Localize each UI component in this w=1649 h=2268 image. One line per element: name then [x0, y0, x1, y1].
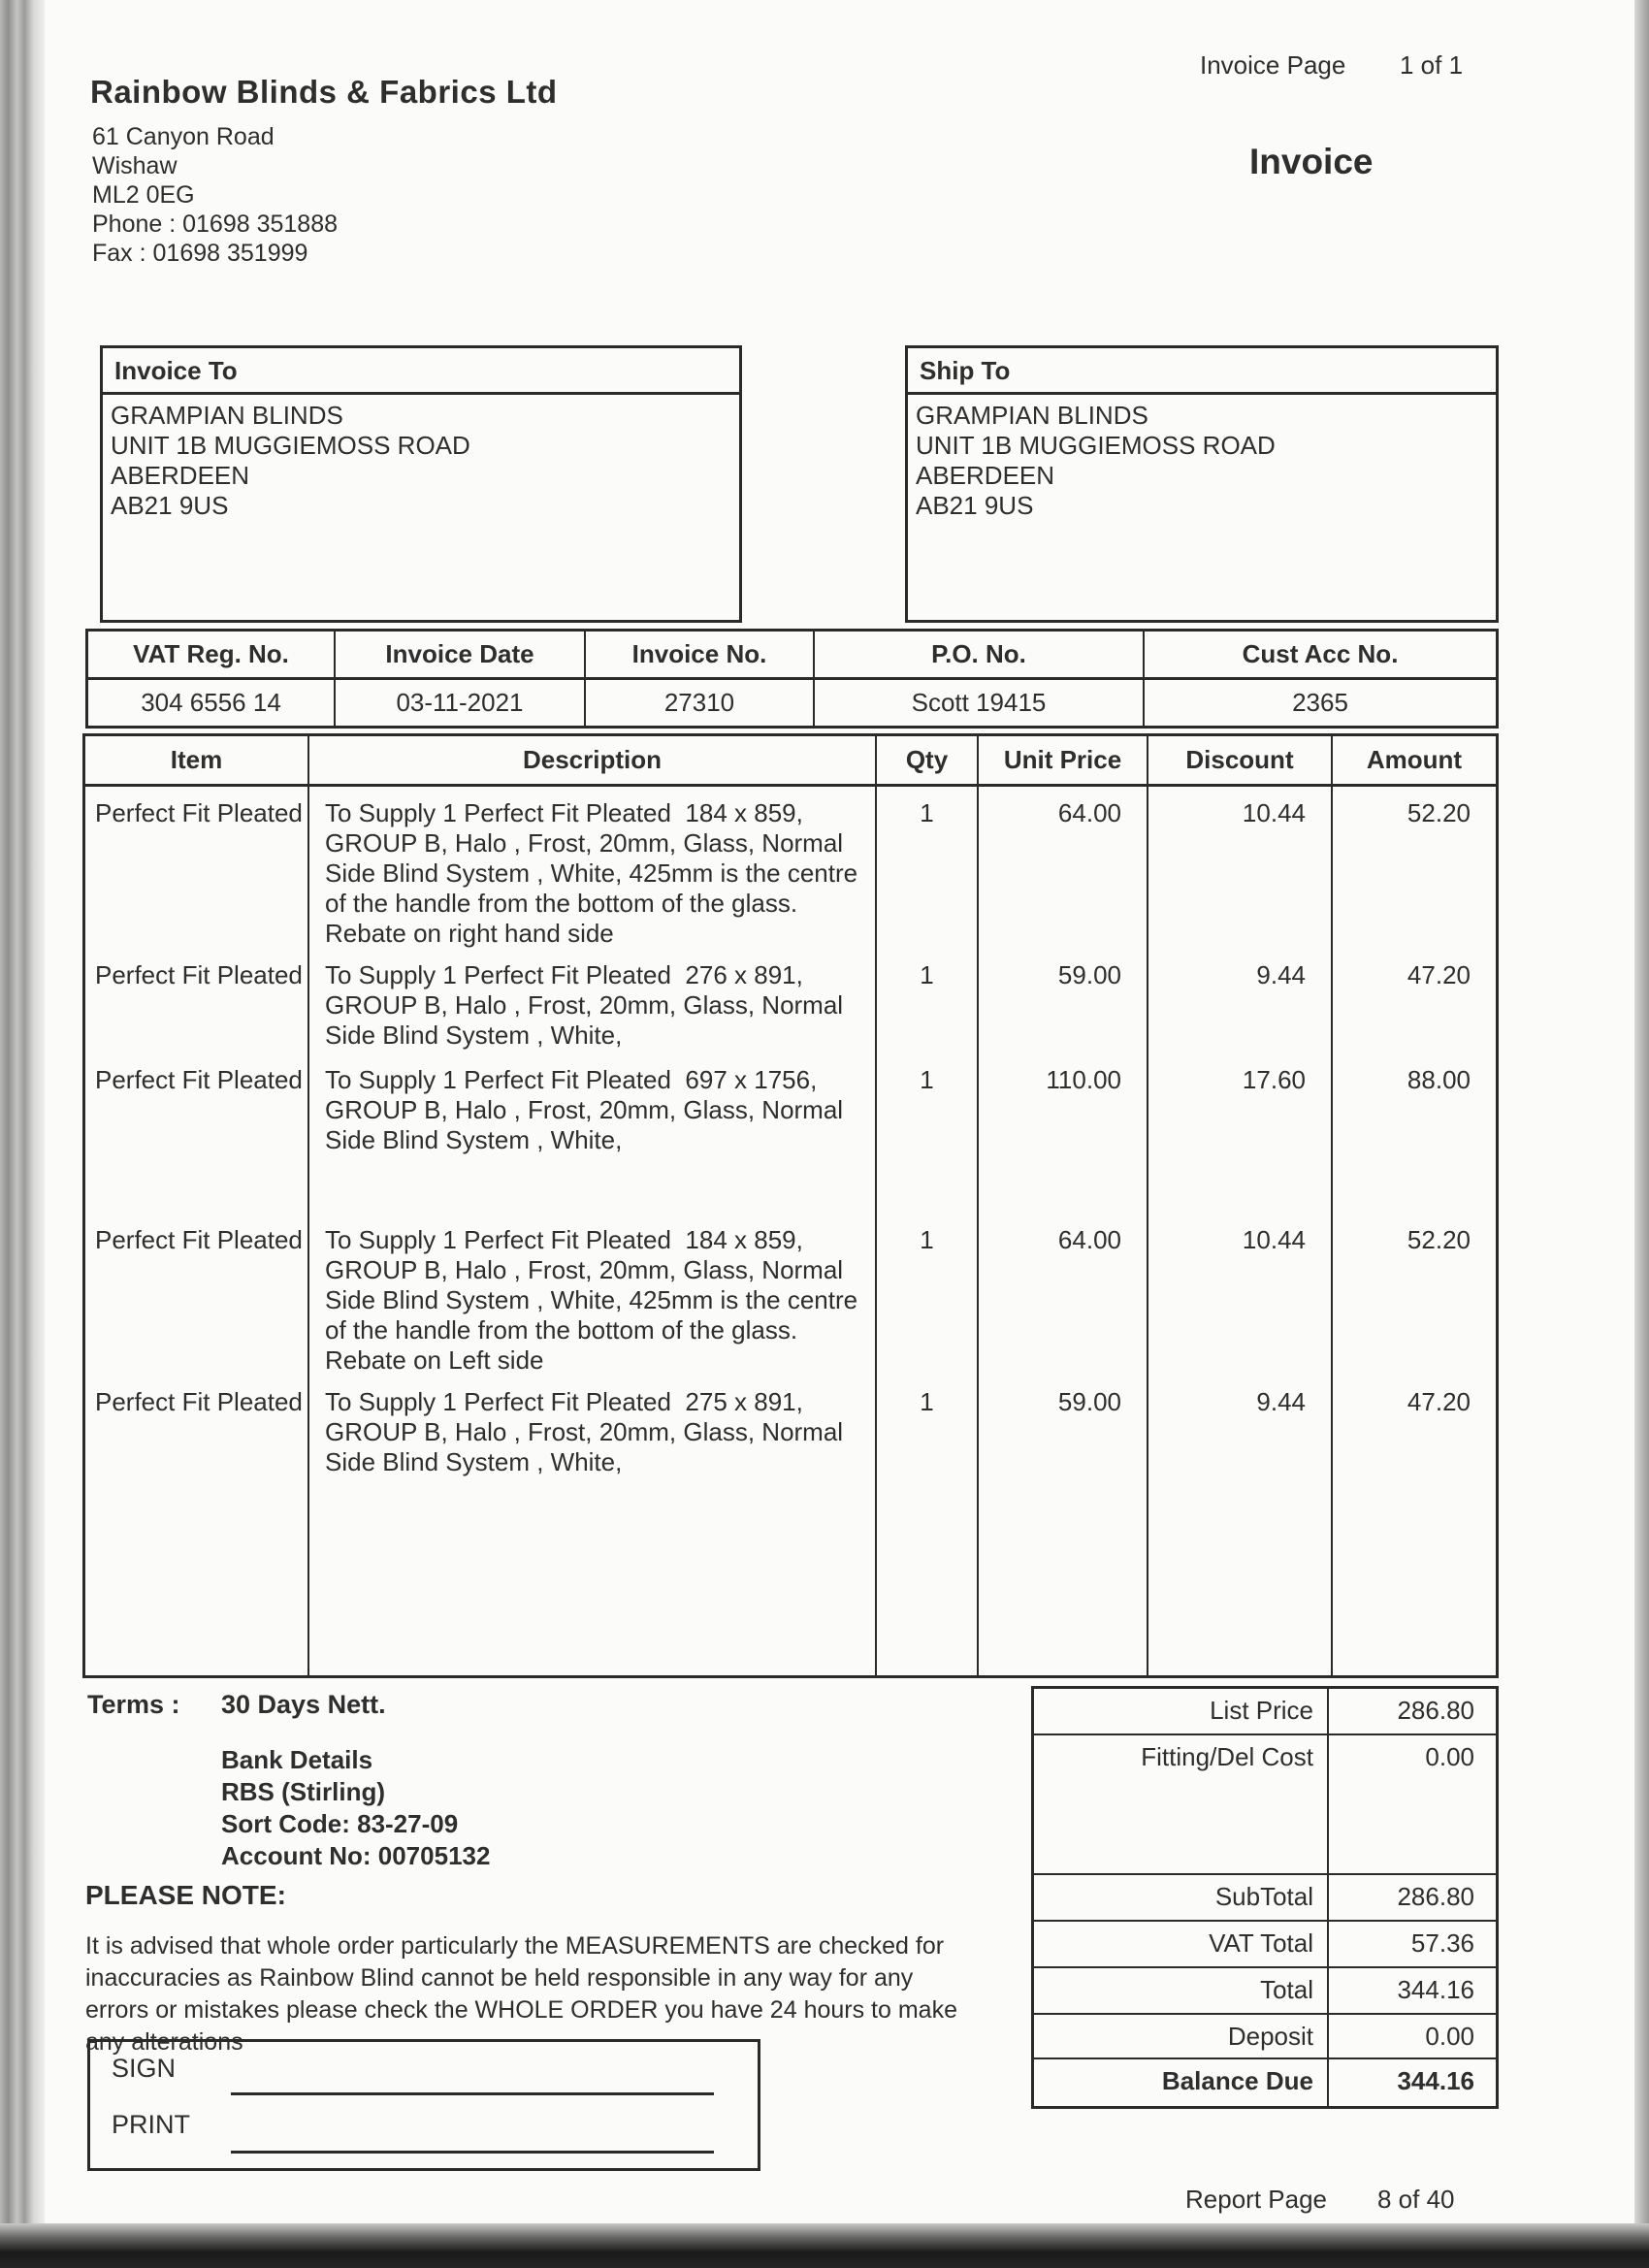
totals-value: 344.16: [1397, 1975, 1474, 2004]
invoice-page-label: Invoice Page: [1200, 50, 1346, 80]
print-label: PRINT: [112, 2110, 190, 2139]
info-value-vat-reg: 304 6556 14: [88, 680, 336, 726]
info-value-cust-acc: 2365: [1292, 688, 1348, 717]
totals-row-vat-total: [1034, 1922, 1496, 1968]
item-discount: 17.60: [1148, 1053, 1333, 1214]
invoice-page-value: 1 of 1: [1400, 50, 1464, 80]
invoice-to-line: AB21 9US: [111, 491, 229, 520]
col-header-discount: Discount: [1148, 736, 1333, 787]
table-row: [85, 949, 1496, 1053]
address-line: Phone : 01698 351888: [92, 211, 339, 238]
signature-box: [87, 2039, 760, 2171]
address-line: ML2 0EG: [92, 181, 195, 209]
document-title: Invoice: [1249, 142, 1374, 181]
item-name: Perfect Fit Pleated: [85, 787, 309, 949]
company-address: [92, 122, 338, 268]
invoice-to-box: [100, 345, 742, 623]
invoice-to-title: Invoice To: [103, 348, 739, 395]
terms-label: Terms :: [87, 1690, 180, 1719]
bank-details: [221, 1744, 490, 1872]
ship-to-box: [905, 345, 1499, 623]
totals-value: 57.36: [1410, 1928, 1474, 1958]
col-header-unit-price: Unit Price: [979, 736, 1148, 787]
bank-details-line: RBS (Stirling): [221, 1777, 385, 1806]
col-header-description: Description: [309, 736, 877, 787]
item-unit-price: 59.00: [979, 1376, 1148, 1477]
ship-to-line: UNIT 1B MUGGIEMOSS ROAD: [916, 431, 1276, 460]
print-line: [231, 2151, 714, 2154]
col-header-amount: Amount: [1333, 736, 1496, 787]
info-header-po-no: P.O. No.: [815, 632, 1145, 680]
totals-box: [1031, 1686, 1499, 2109]
address-line: Fax : 01698 351999: [92, 240, 308, 267]
report-page-label: Report Page: [1185, 2185, 1327, 2214]
item-description: To Supply 1 Perfect Fit Pleated 184 x 859, GROUP B, Halo , Frost, 20mm, Glass, Normal Side Blind System , White, 425mm is the centre of the handle from the bottom of the glass. Rebate on right hand side: [309, 787, 877, 949]
item-amount: 52.20: [1406, 798, 1471, 827]
totals-row-subtotal: [1034, 1875, 1496, 1922]
ship-to-line: GRAMPIAN BLINDS: [916, 401, 1148, 430]
bank-details-line: Bank Details: [221, 1745, 373, 1774]
totals-label: Total: [1034, 1968, 1329, 2013]
item-amount: 47.20: [1406, 1387, 1471, 1416]
table-row: [85, 1053, 1496, 1214]
totals-label: Deposit: [1034, 2015, 1329, 2057]
sign-line: [231, 2092, 714, 2095]
ship-to-line: AB21 9US: [916, 491, 1034, 520]
item-amount: 88.00: [1406, 1065, 1471, 1094]
item-unit-price: 64.00: [979, 787, 1148, 949]
ship-to-title: Ship To: [908, 348, 1496, 395]
totals-value: 0.00: [1425, 2022, 1474, 2051]
totals-value: 286.80: [1397, 1696, 1474, 1725]
item-qty: 1: [877, 949, 979, 1053]
item-unit-price: 59.00: [979, 949, 1148, 1053]
item-discount: 10.44: [1148, 787, 1333, 949]
line-items-table: [82, 733, 1499, 1678]
invoice-to-line: ABERDEEN: [111, 461, 250, 490]
company-name: Rainbow Blinds & Fabrics Ltd: [90, 74, 558, 110]
items-header-row: [85, 736, 1496, 787]
item-discount: 9.44: [1148, 1376, 1333, 1477]
totals-row-fitting-del-cost: [1034, 1735, 1496, 1875]
item-qty: 1: [877, 1376, 979, 1477]
totals-label: Balance Due: [1034, 2059, 1329, 2106]
item-amount: 52.20: [1406, 1225, 1471, 1254]
totals-value: 0.00: [1425, 1742, 1474, 1771]
bank-details-line: Sort Code: 83-27-09: [221, 1809, 459, 1838]
item-unit-price: 110.00: [979, 1053, 1148, 1214]
item-discount: 9.44: [1148, 949, 1333, 1053]
sign-label: SIGN: [112, 2054, 177, 2083]
item-name: Perfect Fit Pleated: [85, 1376, 309, 1477]
info-header-vat-reg: VAT Reg. No.: [88, 632, 336, 680]
address-line: 61 Canyon Road: [92, 123, 275, 150]
scan-edge-left: [0, 0, 45, 2268]
item-qty: 1: [877, 1214, 979, 1376]
totals-label: Fitting/Del Cost: [1034, 1735, 1329, 1873]
totals-row-balance-due: [1034, 2059, 1496, 2106]
item-unit-price: 64.00: [979, 1214, 1148, 1376]
invoice-to-line: UNIT 1B MUGGIEMOSS ROAD: [111, 431, 470, 460]
item-qty: 1: [877, 787, 979, 949]
totals-row-deposit: [1034, 2015, 1496, 2059]
address-line: Wishaw: [92, 152, 178, 179]
table-row: [85, 787, 1496, 949]
please-note-body: It is advised that whole order particularly the MEASUREMENTS are checked for inaccuracies as Rainbow Blind cannot be held responsible in any way for any errors or mistakes please check the WHOLE ORDER you have 24 hours to make any alterations: [85, 1932, 957, 2056]
scan-edge-bottom: [0, 2223, 1649, 2268]
item-discount: 10.44: [1148, 1214, 1333, 1376]
table-row: [85, 1214, 1496, 1376]
totals-label: SubTotal: [1034, 1875, 1329, 1920]
item-description: To Supply 1 Perfect Fit Pleated 275 x 891, GROUP B, Halo , Frost, 20mm, Glass, Normal Side Blind System , White,: [309, 1376, 877, 1477]
totals-value: 286.80: [1397, 1882, 1474, 1911]
item-description: To Supply 1 Perfect Fit Pleated 276 x 891, GROUP B, Halo , Frost, 20mm, Glass, Normal Side Blind System , White,: [309, 949, 877, 1053]
report-page-value: 8 of 40: [1377, 2185, 1455, 2214]
totals-value: 344.16: [1397, 2066, 1474, 2095]
invoice-to-line: GRAMPIAN BLINDS: [111, 401, 343, 430]
totals-label: VAT Total: [1034, 1922, 1329, 1966]
invoice-info-table: [85, 629, 1499, 729]
info-header-invoice-date: Invoice Date: [336, 632, 586, 680]
col-header-item: Item: [85, 736, 309, 787]
item-description: To Supply 1 Perfect Fit Pleated 697 x 1756, GROUP B, Halo , Frost, 20mm, Glass, Normal Side Blind System , White,: [309, 1053, 877, 1214]
totals-label: List Price: [1034, 1689, 1329, 1733]
scan-edge-right: [1634, 0, 1649, 2268]
info-value-po-no: Scott 19415: [815, 680, 1145, 726]
totals-row-list-price: [1034, 1689, 1496, 1735]
table-row: [85, 1376, 1496, 1477]
items-empty-area: [85, 1477, 1496, 1675]
info-header-invoice-no: Invoice No.: [586, 632, 815, 680]
item-name: Perfect Fit Pleated: [85, 1214, 309, 1376]
info-header-cust-acc: Cust Acc No.: [1145, 632, 1496, 680]
bank-details-line: Account No: 00705132: [221, 1841, 491, 1870]
item-qty: 1: [877, 1053, 979, 1214]
please-note-heading: PLEASE NOTE:: [85, 1880, 286, 1910]
item-amount: 47.20: [1406, 960, 1471, 989]
info-value-invoice-date: 03-11-2021: [336, 680, 586, 726]
col-header-qty: Qty: [877, 736, 979, 787]
terms-value: 30 Days Nett.: [221, 1690, 386, 1719]
item-name: Perfect Fit Pleated: [85, 1053, 309, 1214]
ship-to-line: ABERDEEN: [916, 461, 1055, 490]
info-value-invoice-no: 27310: [586, 680, 815, 726]
item-description: To Supply 1 Perfect Fit Pleated 184 x 859, GROUP B, Halo , Frost, 20mm, Glass, Normal Side Blind System , White, 425mm is the centre of the handle from the bottom of the glass. Rebate on Left side: [309, 1214, 877, 1376]
totals-row-total: [1034, 1968, 1496, 2015]
item-name: Perfect Fit Pleated: [85, 949, 309, 1053]
